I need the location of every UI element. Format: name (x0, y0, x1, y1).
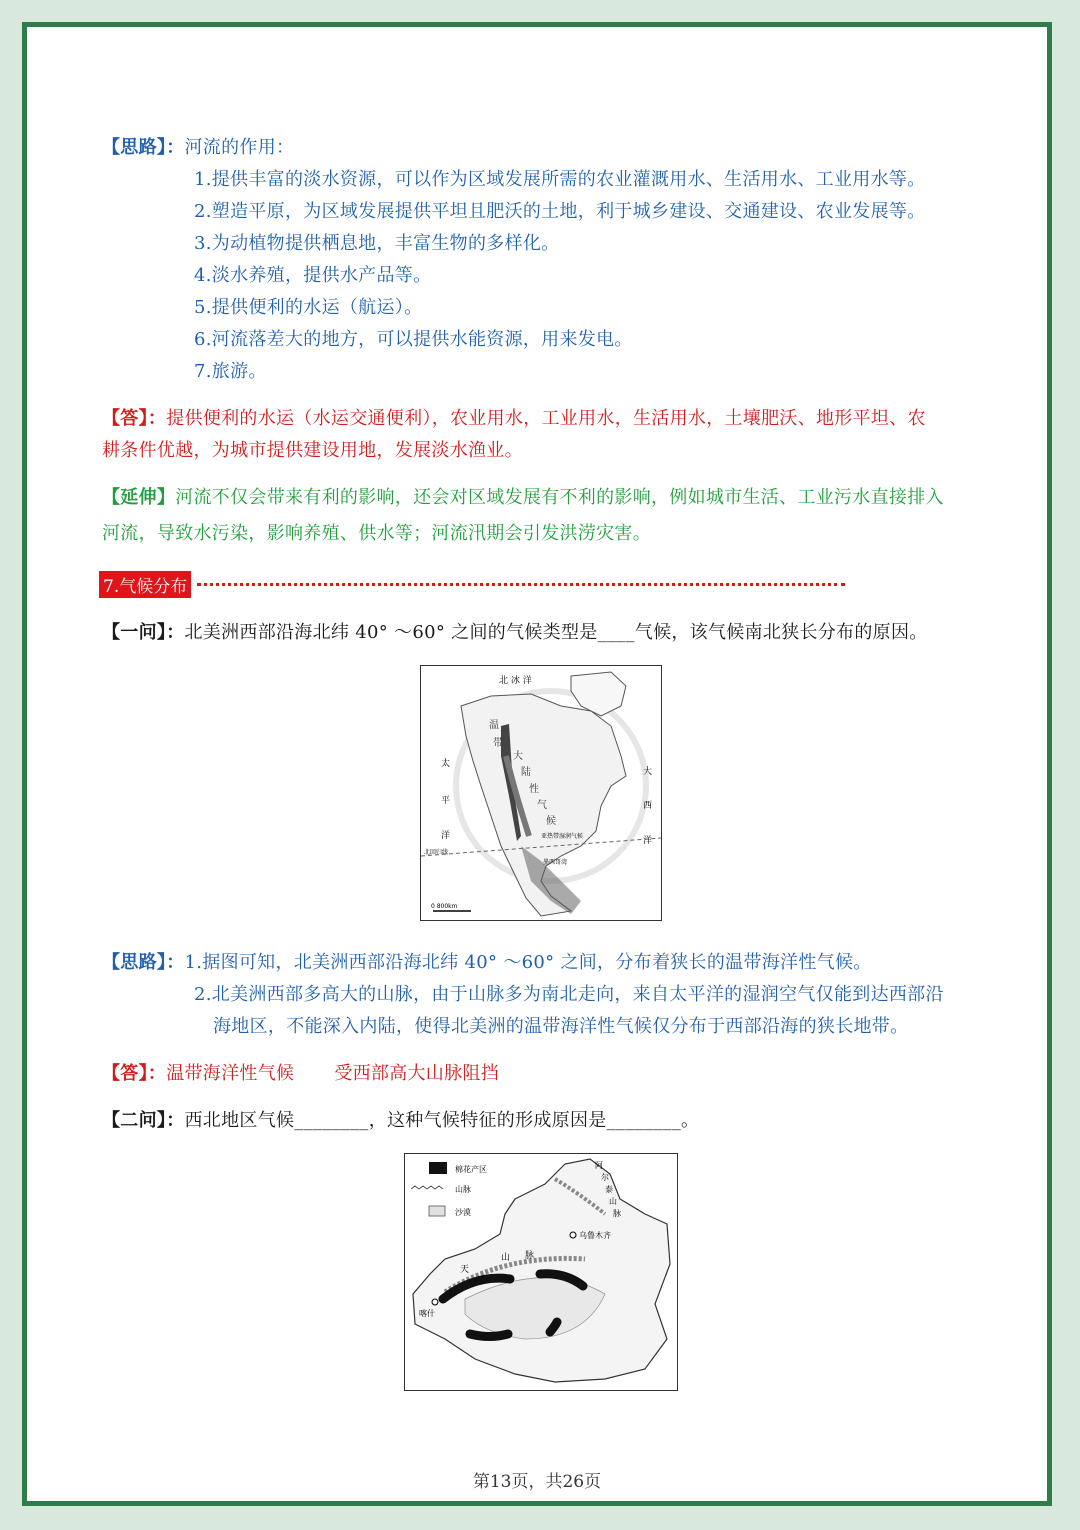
q7a-answer-1: 温带海洋性气候 (166, 1063, 295, 1084)
q6-thinking (102, 133, 294, 159)
map-label-climate-2: 带 (493, 738, 503, 749)
q6-ext-line1: 河流不仅会带来有利的影响，还会对区域发展有不利的影响，例如城市生活、工业污水直接排入 (175, 487, 944, 508)
label-urumqi: 乌鲁木齐 (579, 1231, 611, 1240)
map-label-subtropical: 亚热带湿润气候 (541, 833, 584, 840)
legend-mountain-label: 山脉 (455, 1185, 471, 1194)
q6-extension (102, 483, 944, 509)
map-label-tropic: 北回归线 (424, 849, 449, 856)
q7a-answer-2: 受西部高大山脉阻挡 (334, 1063, 500, 1084)
q7b-text: 西北地区气候________，这种气候特征的形成原因是________。 (184, 1110, 700, 1131)
page-frame (22, 22, 1052, 1506)
map-label-atlantic-1: 大 (643, 767, 653, 777)
section-divider (197, 583, 845, 586)
q6-ext-line2: 河流，导致水污染，影响养殖、供水等；河流汛期会引发洪涝灾害。 (102, 523, 651, 544)
map-label-pacific-2: 平 (441, 796, 451, 806)
q7a-thinking-label: 【思路】： (102, 952, 185, 973)
q7a-answer (102, 1059, 499, 1085)
label-kashgar: 喀什 (419, 1309, 435, 1318)
label-altai-4: 山 (609, 1197, 617, 1206)
q7a-thinking-2b: 海地区，不能深入内陆，使得北美洲的温带海洋性气候仅分布于西部沿海的狭长地带。 (213, 1016, 909, 1037)
label-altai-3: 泰 (605, 1185, 613, 1194)
q7a-label: 【一问】： (102, 622, 185, 643)
q6-point-3: 3.为动植物提供栖息地，丰富生物的多样化。 (194, 233, 560, 254)
q6-ext-label: 【延伸】 (102, 487, 176, 508)
legend-desert-label: 沙漠 (455, 1208, 471, 1217)
map-label-arctic: 北 冰 洋 (499, 676, 532, 686)
legend-desert-swatch (429, 1206, 445, 1216)
q6-point-6: 6.河流落差大的地方，可以提供水能资源，用来发电。 (194, 329, 633, 350)
page-number: 第13页，共26页 (472, 1472, 602, 1492)
map-label-climate-1: 温 (489, 720, 499, 731)
q6-point-4: 4.淡水养殖，提供水产品等。 (194, 265, 432, 286)
q6-answer (102, 404, 926, 430)
q7b-label: 【二问】： (102, 1110, 185, 1131)
label-altai-2: 尔 (601, 1173, 609, 1182)
map-label-pacific-1: 太 (441, 759, 451, 769)
q6-thinking-title: 河流的作用： (184, 137, 295, 158)
q6-point-5: 5.提供便利的水运（航运）。 (194, 297, 423, 318)
q7a-answer-label: 【答】： (102, 1063, 167, 1084)
label-altai-5: 脉 (613, 1209, 621, 1218)
label-tianshan-3: 脉 (525, 1251, 535, 1261)
section-title: 7.气候分布 (99, 571, 191, 598)
north-america-map-svg (421, 666, 661, 920)
q7a-thinking (102, 948, 872, 974)
q6-point-2: 2.塑造平原，为区域发展提供平坦且肥沃的土地，利于城乡建设、交通建设、农业发展等。 (194, 201, 926, 222)
map-label-atlantic-2: 西 (643, 801, 653, 811)
cotton-area-4 (550, 1322, 557, 1332)
legend-cotton-label: 棉花产区 (455, 1165, 487, 1174)
map-label-climate-6: 气 (537, 800, 547, 811)
map-label-climate-4: 陆 (521, 767, 531, 778)
map-label-atlantic-3: 洋 (643, 836, 653, 846)
q7a-question (102, 618, 928, 644)
q6-thinking-label: 【思路】： (102, 137, 185, 158)
q7a-thinking-2a: 2.北美洲西部多高大的山脉，由于山脉多为南北走向，来自太平洋的湿润空气仅能到达西部沿 (194, 984, 944, 1005)
northwest-china-map-svg (405, 1154, 677, 1390)
legend-cotton-swatch (429, 1162, 447, 1174)
map-label-pacific-3: 洋 (441, 831, 451, 841)
q6-answer-label: 【答】： (102, 408, 167, 429)
q6-answer-line2: 耕条件优越，为城市提供建设用地，发展淡水渔业。 (102, 440, 523, 461)
map-label-climate-5: 性 (529, 784, 539, 795)
q6-point-7: 7.旅游。 (194, 361, 267, 382)
q6-point-1: 1.提供丰富的淡水资源，可以作为区域发展所需的农业灌溉用水、生活用水、工业用水等。 (194, 169, 926, 190)
cotton-area-3 (470, 1334, 508, 1337)
north-america-climate-map (420, 665, 662, 921)
label-altai-1: 阿 (595, 1161, 603, 1170)
northwest-china-map (404, 1153, 678, 1391)
map-label-gulf: 墨西哥湾 (543, 859, 568, 866)
q6-answer-line1: 提供便利的水运（水运交通便利），农业用水，工业用水，生活用水，土壤肥沃、地形平坦、农 (166, 408, 926, 429)
label-tianshan-1: 天 (460, 1265, 470, 1275)
q7b-question (102, 1106, 699, 1132)
q7a-text: 北美洲西部沿海北纬 40° ～60° 之间的气候类型是____气候，该气候南北狭长分布的原因。 (184, 622, 928, 643)
map-label-climate-7: 候 (546, 816, 556, 827)
label-tianshan-2: 山 (501, 1253, 511, 1263)
legend-mountain-swatch (411, 1186, 443, 1189)
map-scale: 0 800km (431, 903, 458, 910)
q7a-thinking-1: 1.据图可知，北美洲西部沿海北纬 40° ～60° 之间，分布着狭长的温带海洋性气候。 (184, 952, 872, 973)
map-label-climate-3: 大 (513, 751, 523, 762)
